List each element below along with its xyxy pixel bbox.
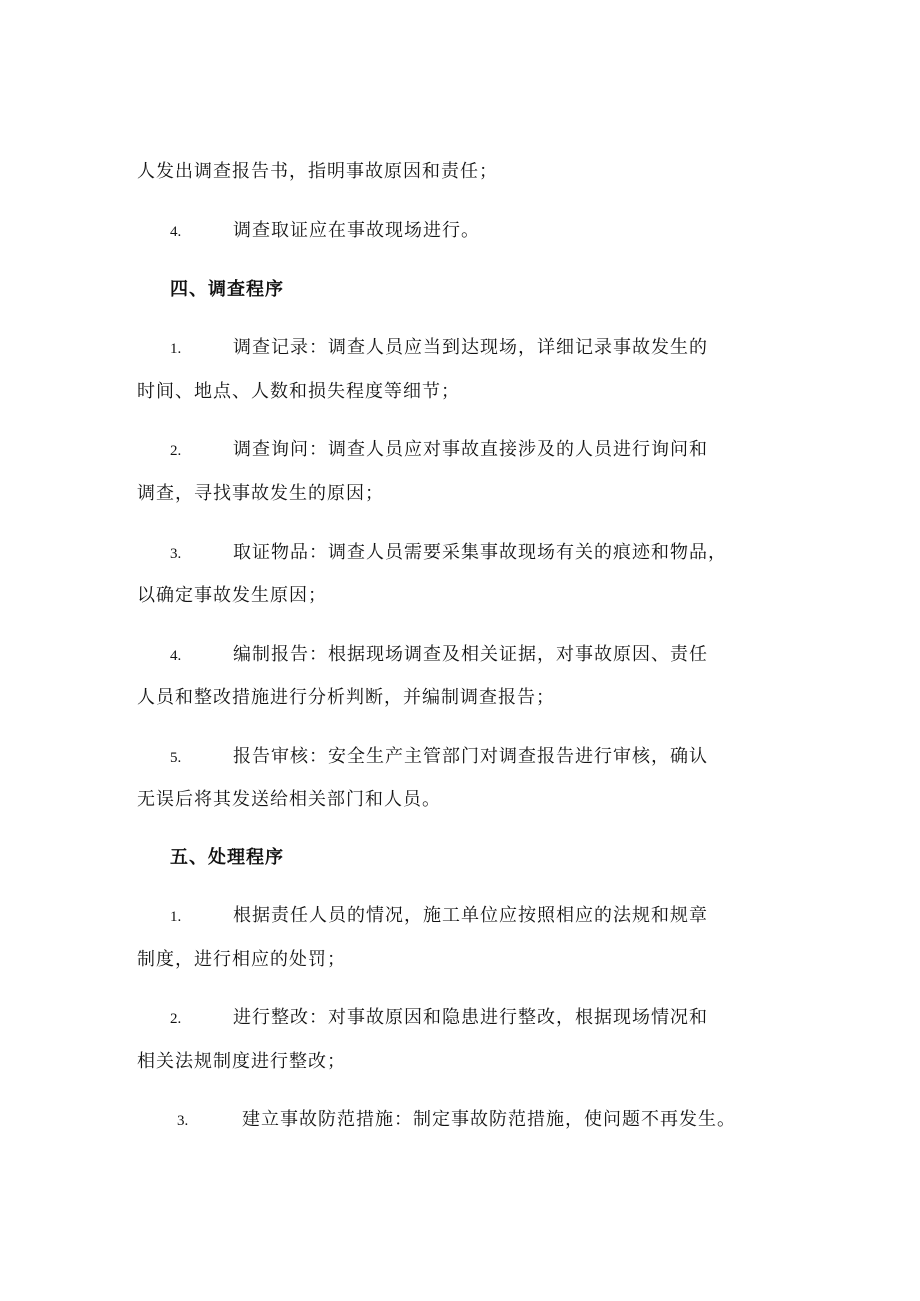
section-heading: 四、调查程序 — [170, 279, 284, 300]
list-number: 1. — [170, 341, 182, 357]
list-number: 1. — [170, 909, 182, 925]
list-number: 5. — [170, 750, 182, 766]
section-heading: 五、处理程序 — [170, 847, 284, 868]
list-item-text: 进行整改：对事故原因和隐患进行整改，根据现场情况和 — [233, 1007, 708, 1028]
list-number: 2. — [170, 1011, 182, 1027]
list-item-text: 编制报告：根据现场调查及相关证据，对事故原因、责任 — [233, 644, 708, 665]
list-number: 3. — [170, 546, 182, 562]
list-item-text: 时间、地点、人数和损失程度等细节； — [137, 381, 460, 402]
list-item-text: 无误后将其发送给相关部门和人员。 — [137, 789, 441, 810]
list-item-text: 相关法规制度进行整改； — [137, 1051, 346, 1072]
list-item-text: 调查取证应在事故现场进行。 — [233, 220, 480, 241]
list-item-text: 以确定事故发生原因； — [137, 585, 327, 606]
list-item-text: 制度，进行相应的处罚； — [137, 949, 346, 970]
list-item-text: 调查记录：调查人员应当到达现场，详细记录事故发生的 — [233, 337, 708, 358]
list-item-text: 建立事故防范措施：制定事故防范措施，使问题不再发生。 — [242, 1109, 736, 1130]
list-item-text: 调查，寻找事故发生的原因； — [137, 483, 384, 504]
list-item-text: 取证物品：调查人员需要采集事故现场有关的痕迹和物品， — [233, 542, 727, 563]
list-number: 2. — [170, 443, 182, 459]
paragraph-line: 人发出调查报告书，指明事故原因和责任； — [137, 161, 498, 182]
list-item-text: 人员和整改措施进行分析判断，并编制调查报告； — [137, 687, 555, 708]
list-item-text: 调查询问：调查人员应对事故直接涉及的人员进行询问和 — [233, 439, 708, 460]
list-number: 4. — [170, 648, 182, 664]
list-item-text: 报告审核：安全生产主管部门对调查报告进行审核，确认 — [233, 746, 708, 767]
list-number: 4. — [170, 224, 182, 240]
list-number: 3. — [177, 1113, 189, 1129]
list-item-text: 根据责任人员的情况，施工单位应按照相应的法规和规章 — [233, 905, 708, 926]
